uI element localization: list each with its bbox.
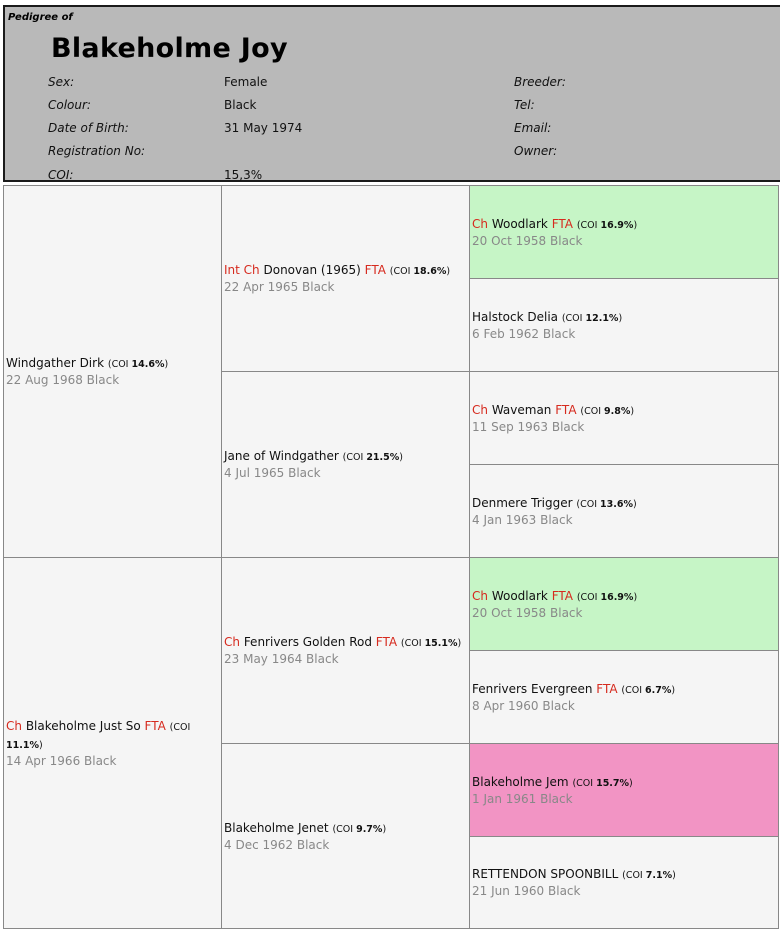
- coi-badge: (COI 9.7%): [332, 823, 387, 835]
- coi-value: 11.1%: [6, 739, 39, 751]
- champion-title: Int Ch: [224, 263, 260, 277]
- dog-birth-colour: 23 May 1964 Black: [224, 652, 339, 666]
- field-trial-suffix: FTA: [596, 681, 618, 696]
- coi-label: COI:: [48, 168, 74, 182]
- dog-name-text: Donovan (1965): [263, 263, 361, 277]
- dog-name-text: Blakeholme Jem: [472, 774, 569, 789]
- registration-label: Registration No:: [48, 144, 146, 158]
- gen2-dog-cell[interactable]: [221, 557, 470, 744]
- coi-value: 9.7%: [356, 823, 383, 835]
- champion-title: Ch: [6, 718, 22, 733]
- field-trial-suffix: FTA: [551, 588, 573, 603]
- champion-title: Ch: [472, 216, 488, 231]
- coi-badge: (COI 11.1%): [6, 721, 191, 751]
- dog-name[interactable]: [6, 718, 219, 754]
- coi-badge: (COI 18.6%): [389, 266, 451, 277]
- dog-name-title: Blakeholme Joy: [51, 33, 288, 64]
- dog-name-text: Jane of Windgather: [224, 449, 339, 463]
- dog-birth-colour: 8 Apr 1960 Black: [472, 698, 575, 713]
- coi-badge: (COI 7.1%): [622, 870, 676, 881]
- coi-value: 14.6%: [131, 359, 165, 370]
- gen3-dog-cell[interactable]: [469, 464, 779, 558]
- field-trial-suffix: FTA: [144, 718, 166, 733]
- dog-name[interactable]: [472, 774, 776, 792]
- dog-name-text: Blakeholme Just So: [25, 718, 141, 733]
- dog-birth-colour: 20 Oct 1958 Black: [472, 605, 583, 620]
- dog-birth-colour: 20 Oct 1958 Black: [472, 233, 583, 248]
- coi-value: 16.9%: [600, 219, 634, 231]
- dog-birth-colour: 1 Jan 1961 Black: [472, 791, 573, 806]
- tel-label: Tel:: [514, 98, 535, 112]
- sex-value: Female: [224, 75, 268, 89]
- coi-value: 16.9%: [600, 591, 634, 603]
- dog-name[interactable]: [472, 309, 776, 327]
- coi-value: 9.8%: [604, 405, 631, 417]
- coi-value: 7.1%: [645, 870, 673, 881]
- coi-value: 6.7%: [645, 684, 672, 696]
- coi-value: 13.6%: [600, 498, 633, 510]
- gen3-dog-cell[interactable]: [469, 836, 779, 929]
- field-trial-suffix: FTA: [375, 635, 398, 649]
- dog-birth-colour: 22 Apr 1965 Black: [224, 280, 335, 294]
- dog-name-text: Waveman: [491, 402, 552, 417]
- dog-name[interactable]: [472, 216, 776, 234]
- dog-name[interactable]: [224, 820, 467, 838]
- dog-birth-colour: 22 Aug 1968 Black: [6, 373, 120, 387]
- dog-birth-colour: 4 Dec 1962 Black: [224, 837, 330, 852]
- dog-birth-colour: 4 Jul 1965 Black: [224, 466, 321, 480]
- dog-name[interactable]: [224, 634, 467, 652]
- dog-birth-colour: 4 Jan 1963 Black: [472, 512, 573, 527]
- coi-badge: (COI 16.9%): [576, 219, 638, 231]
- coi-badge: (COI 14.6%): [107, 359, 169, 370]
- champion-title: Ch: [472, 402, 488, 417]
- dog-name[interactable]: [472, 866, 776, 884]
- dob-label: Date of Birth:: [48, 121, 129, 135]
- coi-value: 21.5%: [366, 452, 400, 463]
- breeder-label: Breeder:: [514, 75, 566, 89]
- dog-birth-colour: 21 Jun 1960 Black: [472, 884, 581, 898]
- champion-title: Ch: [224, 635, 240, 649]
- gen3-dog-cell[interactable]: [469, 278, 779, 372]
- sex-label: Sex:: [48, 75, 75, 89]
- email-label: Email:: [514, 121, 552, 135]
- gen1-dog-cell[interactable]: [3, 557, 222, 929]
- dog-birth-colour: 11 Sep 1963 Black: [472, 419, 585, 434]
- coi-badge: (COI 9.8%): [580, 405, 635, 417]
- dog-name-text: Halstock Delia: [472, 309, 559, 324]
- dog-birth-colour: 14 Apr 1966 Black: [6, 753, 117, 768]
- gen3-dog-cell[interactable]: [469, 743, 779, 837]
- champion-title: Ch: [472, 588, 488, 603]
- pedigree-of-label: Pedigree of: [8, 12, 73, 23]
- dog-name-text: Fenrivers Evergreen: [472, 681, 593, 696]
- coi-badge: (COI 21.5%): [342, 452, 403, 463]
- coi-value: 18.6%: [413, 266, 447, 277]
- dog-name-text: Fenrivers Golden Rod: [243, 635, 372, 649]
- dog-name-text: Blakeholme Jenet: [224, 820, 329, 835]
- dog-name-text: Windgather Dirk: [6, 356, 105, 370]
- field-trial-suffix: FTA: [364, 263, 386, 277]
- gen2-dog-cell[interactable]: [221, 743, 470, 929]
- gen2-dog-cell[interactable]: [221, 185, 470, 372]
- dog-name-text: RETTENDON SPOONBILL: [472, 867, 619, 881]
- coi-badge: (COI 13.6%): [576, 498, 637, 510]
- coi-value: 15.1%: [424, 638, 458, 649]
- coi-badge: (COI 16.9%): [576, 591, 638, 603]
- coi-value: 12.1%: [585, 312, 619, 324]
- coi-badge: (COI 15.1%): [400, 638, 462, 649]
- dog-name[interactable]: [472, 495, 776, 513]
- dog-name[interactable]: [472, 588, 776, 606]
- coi-value: 15.7%: [596, 777, 630, 789]
- coi-badge: (COI 15.7%): [572, 777, 633, 789]
- gen2-dog-cell[interactable]: [221, 371, 470, 558]
- dog-birth-colour: 6 Feb 1962 Black: [472, 326, 576, 341]
- owner-label: Owner:: [514, 144, 558, 158]
- dog-name-text: Woodlark: [491, 588, 548, 603]
- gen1-dog-cell[interactable]: [3, 185, 222, 558]
- dob-value: 31 May 1974: [224, 121, 303, 135]
- gen3-dog-cell[interactable]: [469, 185, 779, 279]
- dog-name[interactable]: [6, 355, 219, 373]
- coi-badge: (COI 12.1%): [561, 312, 623, 324]
- colour-value: Black: [224, 98, 257, 112]
- coi-badge: (COI 6.7%): [621, 684, 676, 696]
- dog-name[interactable]: [472, 402, 776, 420]
- pedigree-header: [3, 5, 780, 182]
- dog-name[interactable]: [224, 262, 467, 280]
- colour-label: Colour:: [48, 98, 91, 112]
- gen3-dog-cell[interactable]: [469, 557, 779, 651]
- coi-value: 15,3%: [224, 168, 263, 182]
- gen3-dog-cell[interactable]: [469, 650, 779, 744]
- field-trial-suffix: FTA: [551, 216, 573, 231]
- dog-name[interactable]: [224, 448, 467, 466]
- dog-name[interactable]: [472, 681, 776, 699]
- dog-name-text: Denmere Trigger: [472, 495, 573, 510]
- gen3-dog-cell[interactable]: [469, 371, 779, 465]
- field-trial-suffix: FTA: [555, 402, 577, 417]
- dog-name-text: Woodlark: [491, 216, 548, 231]
